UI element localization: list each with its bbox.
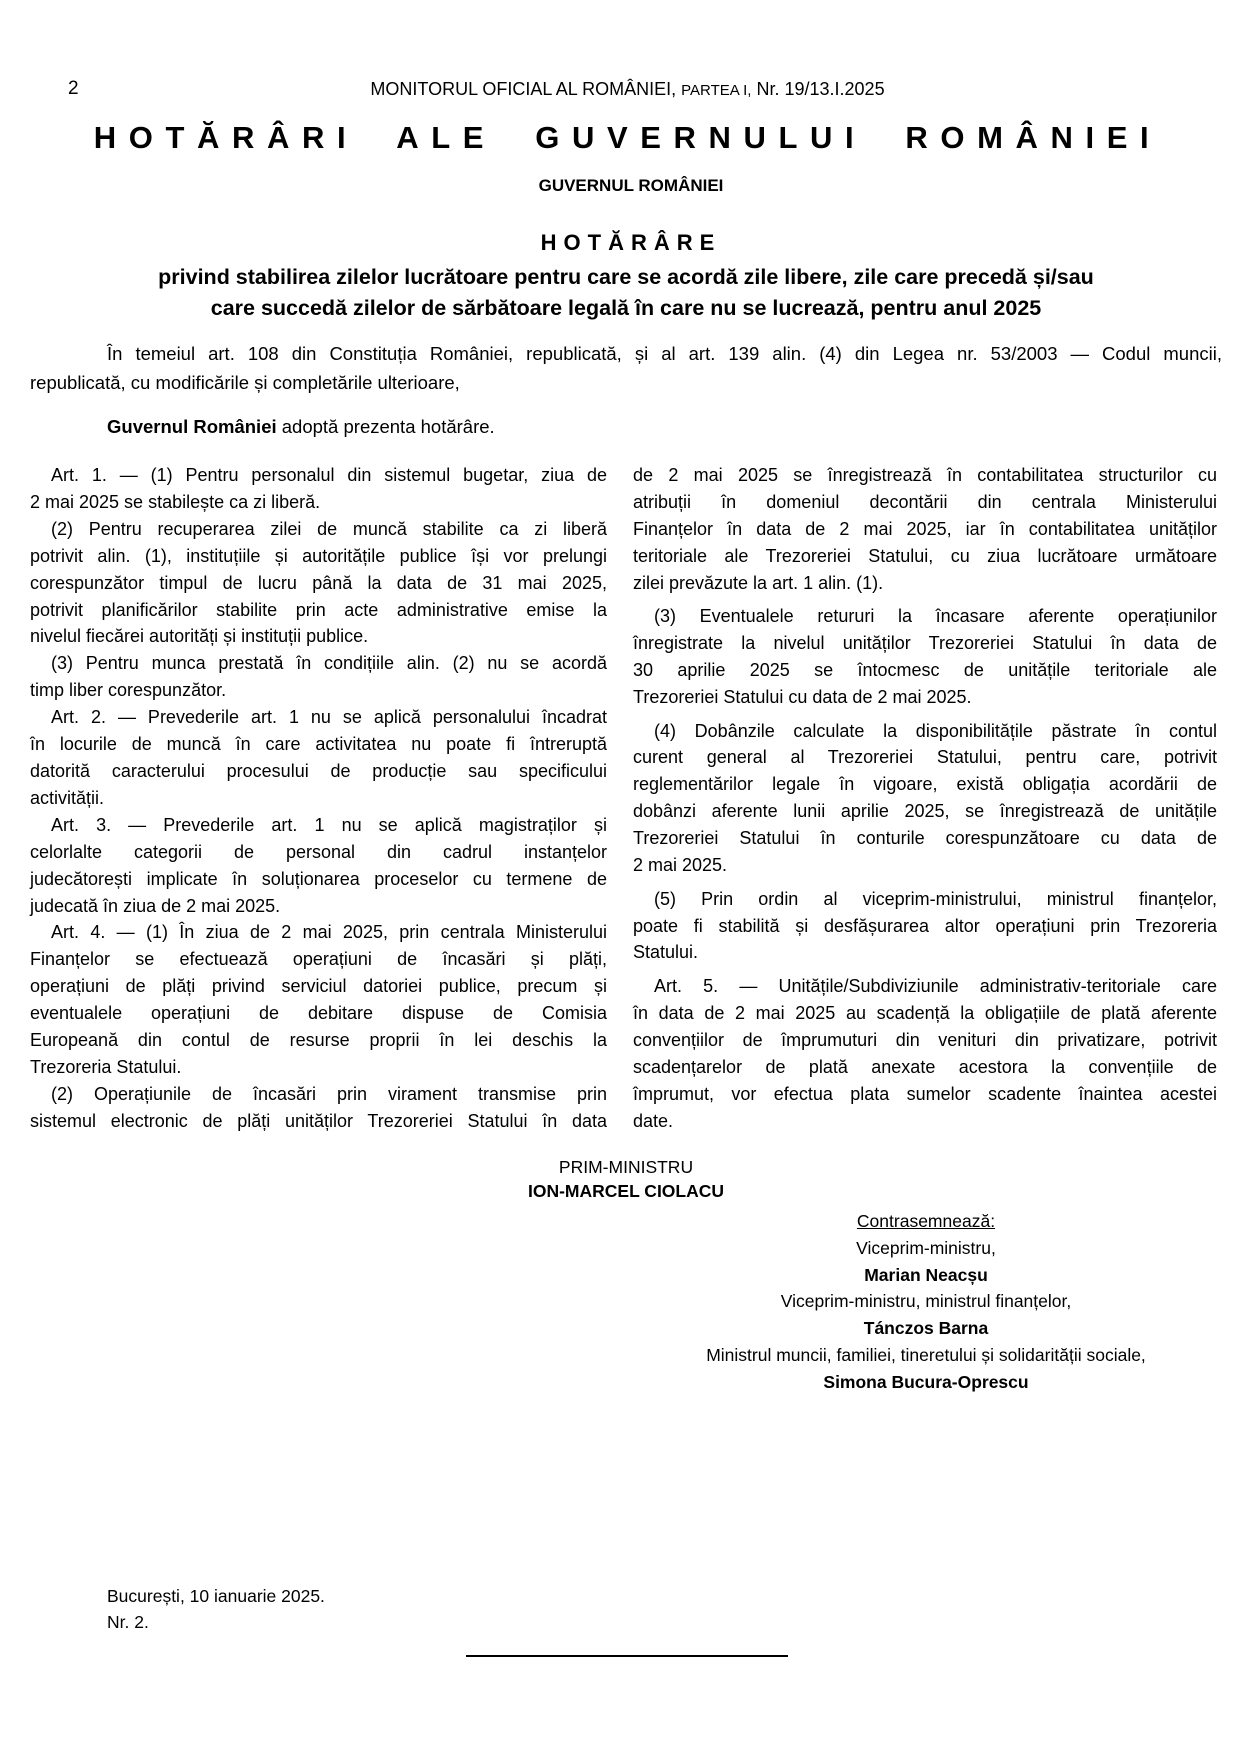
paragraph-line: Trezoreriei Statului în conturile corespunzătoare cu data de (633, 828, 1217, 849)
countersignatures (630, 1208, 1222, 1396)
paragraph-line: eventualele operațiuni de debitare dispuse de Comisia (30, 1003, 607, 1024)
paragraph-line: 30 aprilie 2025 se întocmesc de unitățile teritoriale ale (633, 660, 1217, 681)
countersigner-name: Tánczos Barna (863, 1318, 989, 1339)
paragraph-line: curent general al Trezoreriei Statului, pentru care, potrivit (633, 747, 1217, 768)
paragraph-line: Finanțelor în data de 2 mai 2025, iar în contabilitatea unităților (633, 518, 1217, 539)
paragraph (30, 704, 607, 812)
running-header-part: PARTEA I, (681, 82, 752, 99)
paragraph-line: reglementărilor legale în vigoare, există obligația acordării de (633, 774, 1217, 795)
subject-line: care succedă zilelor de sărbătoare legală în care nu se lucrează, pentru anul 2025 (210, 296, 1042, 320)
paragraph-line: Art. 1. — (1) Pentru personalul din sistemul bugetar, ziua de (51, 465, 607, 485)
countersign-label: Contrasemnează: (856, 1211, 996, 1231)
paragraph-line: Art. 2. — Prevederile art. 1 nu se aplică personalului încadrat (51, 707, 607, 728)
countersigner-title: Ministrul muncii, familiei, tineretului și solidarității sociale, (706, 1344, 1146, 1365)
paragraph-line: scadențarelor de plată anexate acestora la convențiile de (633, 1056, 1217, 1077)
section-title: HOTĂRÂRI ALE GUVERNULUI ROMÂNIEI (93, 120, 1162, 155)
pm-name: ION-MARCEL CIOLACU (527, 1181, 725, 1201)
paragraph-line: Europeană din contul de resurse proprii în lei deschis la (30, 1030, 607, 1051)
paragraph-line: poate fi stabilită și desfășurarea altor operațiuni prin Trezoreria (633, 915, 1217, 936)
paragraph-line: (3) Pentru munca prestată în condițiile alin. (2) nu se acordă (51, 653, 607, 674)
pm-title: PRIM-MINISTRU (558, 1157, 694, 1177)
countersigner-title: Viceprim-ministru, (856, 1237, 996, 1258)
left-column (30, 462, 607, 1135)
paragraph (30, 1081, 607, 1135)
document-subject (0, 262, 1240, 324)
paragraph (30, 516, 607, 651)
document-type: HOTĂRÂRE (540, 230, 722, 255)
paragraph-line: (4) Dobânzile calculate la disponibilitățile păstrate în contul (654, 720, 1217, 741)
countersigner-title: Viceprim-ministru, ministrul finanțelor, (780, 1291, 1072, 1312)
paragraph-line: Statului. (633, 942, 699, 963)
subject-line: privind stabilirea zilelor lucrătoare pentru care se acordă zile libere, zile care precedă și/sau (158, 265, 1094, 289)
paragraph-line: timp liber corespunzător. (30, 680, 227, 701)
paragraph-line: judecată în ziua de 2 mai 2025. (30, 895, 281, 916)
paragraph-line: (5) Prin ordin al viceprim-ministrului, ministrul finanțelor, (654, 888, 1217, 909)
paragraph-line: date. (633, 1110, 674, 1131)
paragraph-line: teritoriale ale Trezoreriei Statului, cu ziua lucrătoare următoare (633, 545, 1217, 566)
preamble-line: republicată, cu modificările și completările ulterioare, (30, 372, 460, 393)
paragraph-line: operațiuni de plăți privind serviciul datoriei publice, precum și (30, 976, 607, 997)
paragraph-line: zilei prevăzute la art. 1 alin. (1). (633, 572, 884, 593)
paragraph-line: Art. 5. — Unitățile/Subdiviziunile administrativ-teritoriale care (654, 976, 1217, 997)
paragraph-line: Art. 4. — (1) În ziua de 2 mai 2025, prin centrala Ministerului (51, 922, 607, 943)
place-and-date-block (107, 1583, 325, 1635)
paragraph-line: nivelul fiecărei autorități și instituții publice. (30, 626, 369, 647)
paragraph-line: Art. 3. — Prevederile art. 1 nu se aplică magistraților și (51, 814, 607, 835)
paragraph-line: (2) Operațiunile de încasări prin virament transmise prin (51, 1083, 607, 1104)
issuer: GUVERNUL ROMÂNIEI (538, 176, 724, 195)
page-number: 2 (68, 78, 79, 99)
adoption-subject: Guvernul României (107, 416, 277, 437)
paragraph (633, 886, 1217, 967)
running-header-title: MONITORUL OFICIAL AL ROMÂNIEI, (370, 79, 677, 99)
paragraph-line: atribuții în domeniul decontării din centrala Ministerului (633, 491, 1217, 512)
paragraph-line: corespunzător timpul de lucru până la data de 31 mai 2025, (30, 572, 607, 593)
paragraph-line: împrumut, vor efectua plata sumelor scadente înaintea acestei (633, 1083, 1217, 1104)
paragraph-line: în locurile de muncă în care activitatea nu poate fi întreruptă (30, 734, 607, 755)
paragraph (30, 650, 607, 704)
paragraph (633, 462, 1217, 597)
paragraph-line: 2 mai 2025 se stabilește ca zi liberă. (30, 491, 321, 512)
paragraph (633, 718, 1217, 879)
paragraph-line: înregistrate la nivelul unităților Trezoreriei Statului în data de (633, 633, 1217, 654)
paragraph (633, 973, 1217, 1134)
paragraph-line: potrivit planificărilor stabilite prin acte administrative emise la (30, 599, 607, 620)
paragraph (30, 462, 607, 516)
preamble-line: În temeiul art. 108 din Constituția României, republicată, și al art. 139 alin. (4) din Legea nr. 53/2003 — Codul muncii, (107, 343, 1222, 364)
preamble (30, 339, 1222, 397)
end-rule-divider (466, 1655, 788, 1657)
paragraph-line: potrivit alin. (1), instituțiile și autoritățile publice își vor prelungi (30, 545, 607, 566)
adoption-text: adoptă prezenta hotărâre. (276, 416, 495, 437)
paragraph-line: judecătorești implicate în soluționarea proceselor cu termene de (30, 868, 607, 889)
countersigner-name: Marian Neacșu (864, 1264, 988, 1285)
paragraph (633, 603, 1217, 711)
paragraph (30, 919, 607, 1080)
countersigner-name: Simona Bucura-Oprescu (823, 1371, 1029, 1392)
running-header-issue: Nr. 19/13.I.2025 (756, 79, 885, 99)
paragraph-line: convențiilor de împrumuturi din venituri din privatizare, potrivit (633, 1029, 1217, 1050)
paragraph-line: Trezoreria Statului. (30, 1056, 182, 1077)
paragraph-line: celorlalte categorii de personal din cadrul instanțelor (30, 841, 607, 862)
paragraph (30, 812, 607, 920)
paragraph-line: 2 mai 2025. (633, 855, 728, 876)
paragraph-line: (2) Pentru recuperarea zilei de muncă stabilite ca zi liberă (51, 518, 607, 539)
paragraph-line: de 2 mai 2025 se înregistrează în contabilitatea structurilor cu (633, 465, 1217, 485)
paragraph-line: activității. (30, 787, 105, 808)
place-date: București, 10 ianuarie 2025. (107, 1586, 325, 1606)
decision-number: Nr. 2. (107, 1612, 149, 1632)
right-column (633, 462, 1217, 1135)
paragraph-line: datorită caracterului procesului de producție sau specificului (30, 760, 607, 781)
paragraph-line: Finanțelor se efectuează operațiuni de încasări și plăți, (30, 949, 607, 970)
paragraph-line: în data de 2 mai 2025 au scadență la obligațiile de plată aferente (633, 1002, 1217, 1023)
running-header (0, 79, 1240, 100)
paragraph-line: dobânzi aferente lunii aprilie 2025, se înregistrează de unitățile (633, 801, 1217, 822)
paragraph-line: sistemul electronic de plăți unităților Trezoreriei Statului în data (30, 1110, 607, 1131)
paragraph-line: Trezoreriei Statului cu data de 2 mai 2025. (633, 686, 972, 707)
adoption-formula (107, 416, 495, 438)
paragraph-line: (3) Eventualele retururi la încasare aferente operațiunilor (654, 606, 1217, 627)
